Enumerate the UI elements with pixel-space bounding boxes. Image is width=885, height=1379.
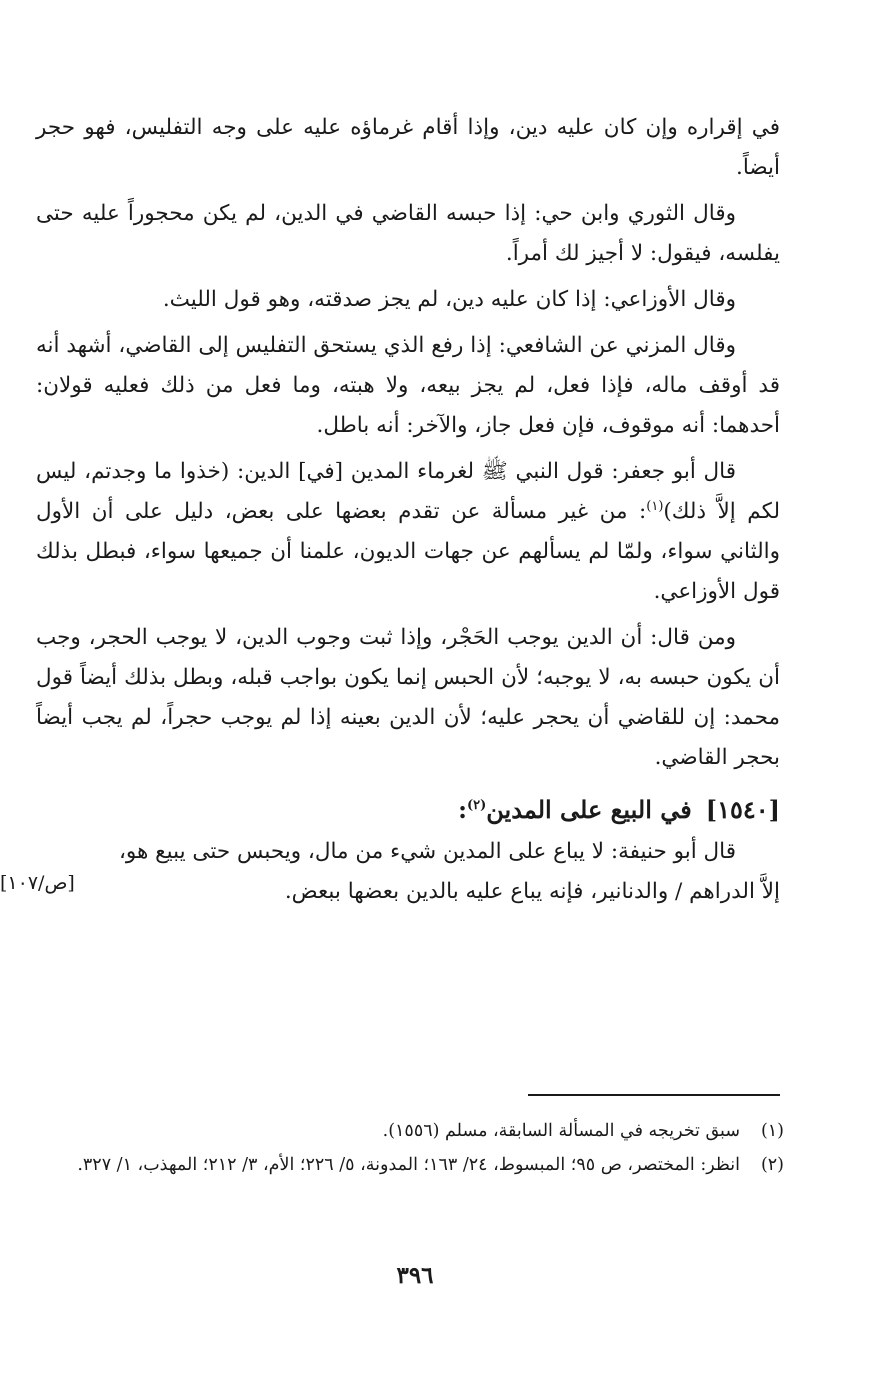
footnote-2-number: (٢)	[760, 1155, 784, 1175]
footnote-1-number: (١)	[760, 1121, 784, 1141]
footnote-2-text: انظر: المختصر، ص ٩٥؛ المبسوط، ٢٤/ ١٦٣؛ المدونة، ٥/ ٢٢٦؛ الأم، ٣/ ٢١٢؛ المهذب، ١/ ٣٢٧.	[77, 1155, 740, 1175]
footnote-ref-2[interactable]: (٢)	[466, 798, 487, 813]
footnote-2	[40, 1148, 784, 1182]
margin-page-reference: [ص/١٠٧]	[0, 872, 75, 894]
paragraph-2: وقال الثوري وابن حي: إذا حبسه القاضي في الدين، لم يكن محجوراً عليه حتى يفلسه، فيقول: لا أجيز لك أمراً.	[36, 201, 780, 266]
paragraph-7	[0, 832, 780, 912]
paragraph-4: وقال المزني عن الشافعي: إذا رفع الذي يستحق التفليس إلى القاضي، أشهد أنه قد أوقف ماله، فإذا فعل، لم يجز بيعه، ولا هبته، وما فعل من ذلك فعليه قولان: أحدهما: أنه موقوف، فإن فعل جاز، والآخر: أنه باطل.	[36, 333, 780, 438]
paragraph-5	[36, 452, 780, 612]
footnote-1	[40, 1114, 784, 1148]
main-text	[0, 108, 780, 912]
footnote-1-text: سبق تخريجه في المسألة السابقة، مسلم (١٥٥٦).	[382, 1121, 740, 1141]
paragraph-5-end: : من غير مسألة عن تقدم بعضها على بعض، دليل على أن الأول والثاني سواء، ولمّا لم يسألهم عن جهات الديون، علمنا أن جميعها سواء، فبطل بذلك قول الأوزاعي.	[36, 499, 780, 604]
section-title: في البيع على المدين	[486, 795, 692, 824]
section-colon: :	[458, 795, 467, 824]
paragraph-5-start: قال أبو جعفر: قول النبي ﷺ لغرماء المدين [في] الدين: (خذوا ما وجدتم، ليس لكم إلاَّ ذلك)	[36, 459, 780, 524]
section-number: [١٥٤٠]	[705, 795, 780, 824]
footnote-divider	[528, 1094, 780, 1096]
paragraph-7-line-2: إلاَّ الدراهم / والدنانير، فإنه يباع عليه بالدين بعضها ببعض.	[284, 879, 780, 904]
paragraph-7-line-1: قال أبو حنيفة: لا يباع على المدين شيء من مال، ويحبس حتى يبيع هو،	[118, 839, 736, 864]
footnote-ref-1[interactable]: (١)	[646, 498, 664, 514]
footnotes	[40, 1114, 784, 1182]
section-heading	[36, 788, 780, 832]
paragraph-6: ومن قال: أن الدين يوجب الحَجْر، وإذا ثبت وجوب الدين، لا يوجب الحجر، وجب أن يكون حبسه به، لا يوجبه؛ لأن الحبس إنما يكون بواجب قبله، وبطل بذلك أيضاً قول محمد: إن للقاضي أن يحجر عليه؛ لأن الدين بعينه إذا لم يوجب حجراً، لم يجب أيضاً بحجر القاضي.	[36, 625, 780, 770]
paragraph-3: وقال الأوزاعي: إذا كان عليه دين، لم يجز صدقته، وهو قول الليث.	[162, 287, 736, 312]
paragraph-1: في إقراره وإن كان عليه دين، وإذا أقام غرماؤه عليه على وجه التفليس، فهو حجر أيضاً.	[36, 115, 780, 180]
page-number: ٣٩٦	[396, 1262, 434, 1289]
